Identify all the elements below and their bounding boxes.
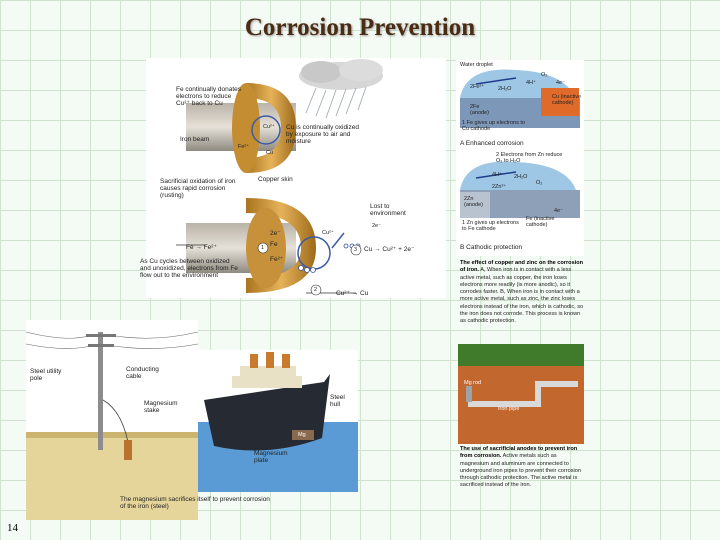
label-fe2plus: Fe²⁺ <box>238 144 250 150</box>
label-4e: 4e⁻ <box>556 80 566 86</box>
caption-sacrificial-anodes <box>460 446 584 490</box>
copper-corrosion-figure <box>140 58 446 298</box>
label-cu2plus: Cu²⁺ <box>263 124 275 130</box>
pipe-illustration <box>458 344 584 444</box>
equation-cu: Cu → Cu²⁺ + 2e⁻ <box>364 246 415 253</box>
equation-fe: Fe → Fe²⁺ <box>186 244 217 251</box>
label-zn-anode: 2Zn (anode) <box>464 196 483 208</box>
mg-rod <box>466 386 472 402</box>
label-mg-rod: Mg rod <box>464 380 482 386</box>
label-water-droplet: Water droplet <box>460 62 493 68</box>
label-step-2: 2 <box>314 287 318 293</box>
label-steel-pole: Steel utility pole <box>30 368 62 382</box>
label-cu-oxidized: Cu is continually oxidized by exposure to air and moisture <box>286 124 359 145</box>
zinc-protection-figure <box>456 60 584 256</box>
label-cable: Conducting cable <box>126 366 159 380</box>
label-fe2plus-ball: Fe²⁺ <box>270 256 284 263</box>
utility-pole-figure <box>26 320 270 520</box>
utility-pole-illustration <box>26 320 198 520</box>
label-sacrificial: Sacrificial oxidation of iron causes rapid corrosion (rusting) <box>160 178 236 199</box>
label-step1-mid: 1 Zn gives up electrons to Fe cathode <box>462 220 519 232</box>
label-mg-plate: Magnesium plate <box>254 450 288 464</box>
label-o2-mid: O₂ <box>536 180 543 186</box>
label-4e-mid: 4e⁻ <box>554 208 564 214</box>
label-o2-top: O₂ <box>541 72 548 78</box>
label-cu-cathode: Cu (inactive cathode) <box>552 94 582 106</box>
caption-copper-zinc-bold: The effect of copper and zinc on the corrosion of iron. <box>460 260 584 274</box>
label-fe-reduce: Fe continually donates electrons to reduce Cu²⁺ back to Cu <box>176 86 242 107</box>
equation-reduce: Cu²⁺ → Cu <box>336 290 369 297</box>
label-iron-beam: Iron beam <box>180 136 210 143</box>
label-cycles: As Cu cycles between oxidized and unoxidized, electrons from Fe flow out to the environment <box>140 258 238 279</box>
label-mg: Mg <box>298 432 306 438</box>
ship-hull-illustration <box>198 350 358 492</box>
label-2zn2plus: 2Zn²⁺ <box>492 184 507 190</box>
caption-copper-zinc-text: A, When iron is in contact with a less active metal, such as copper, the iron loses electrons more readily (is more anodic), so it corrodes faster. B, When iron is in contact with a more active metal, such as zinc, the zinc loses electrons instead of the iron, which is cathodic, so the iron does not corrode. This process is known as cathodic protection. <box>460 267 584 325</box>
magnesium-stake <box>124 440 132 460</box>
label-iron-pipe: Iron pipe <box>498 406 520 412</box>
label-fe-cathode: Fe (inactive cathode) <box>526 216 555 228</box>
label-4h-top: 4H⁺ <box>526 80 536 86</box>
label-2e-top: 2e⁻ <box>372 223 382 229</box>
label-4h-mid: 4H⁺ <box>492 172 502 178</box>
label-lost: Lost to environment <box>370 203 406 217</box>
pipe-figure <box>458 344 584 444</box>
caption-pole: The magnesium sacrifices itself to prevent corrosion of the iron (steel) <box>120 496 270 510</box>
caption-copper-zinc <box>460 260 584 326</box>
label-2e-left: 2e⁻ <box>270 230 281 237</box>
label-b-cathodic: B Cathodic protection <box>460 244 523 251</box>
label-fe-anode: 2Fe (anode) <box>470 104 489 116</box>
label-2h2o: 2H₂O <box>498 86 512 92</box>
label-2fe-top: 2Fe²⁺ <box>470 84 485 90</box>
label-mg-stake: Magnesium stake <box>144 400 178 414</box>
label-step-1: 1 <box>261 245 265 251</box>
label-step1-top: 1 Fe gives up electrons to Cu cathode <box>462 120 525 132</box>
label-steel-hull: Steel hull <box>330 394 345 408</box>
slide-title: Corrosion Prevention <box>244 14 476 41</box>
label-cu2plus-ball: Cu²⁺ <box>322 230 334 236</box>
label-2h2o-mid: 2H₂O <box>514 174 528 180</box>
label-fe: Fe <box>270 241 278 248</box>
label-copper-skin: Copper skin <box>258 176 293 183</box>
caption-sacrificial-text: Active metals such as magnesium and aluminum are connected to underground iron pipes to prevent their corrosion through cathodic protection. The active metal is sacrificed instead of the iron. <box>460 453 581 489</box>
label-step-3: 3 <box>354 247 358 253</box>
label-step2: 2 Electrons from Zn reduce O₂ to H₂O <box>496 152 563 164</box>
label-a-enhanced: A Enhanced corrosion <box>460 140 524 147</box>
ship-hull-figure <box>198 350 358 492</box>
label-cu: Cu <box>266 150 274 156</box>
page-number: 14 <box>7 522 18 534</box>
caption-sacrificial-bold: The use of sacrificial anodes to prevent iron from corrosion. <box>460 446 578 460</box>
